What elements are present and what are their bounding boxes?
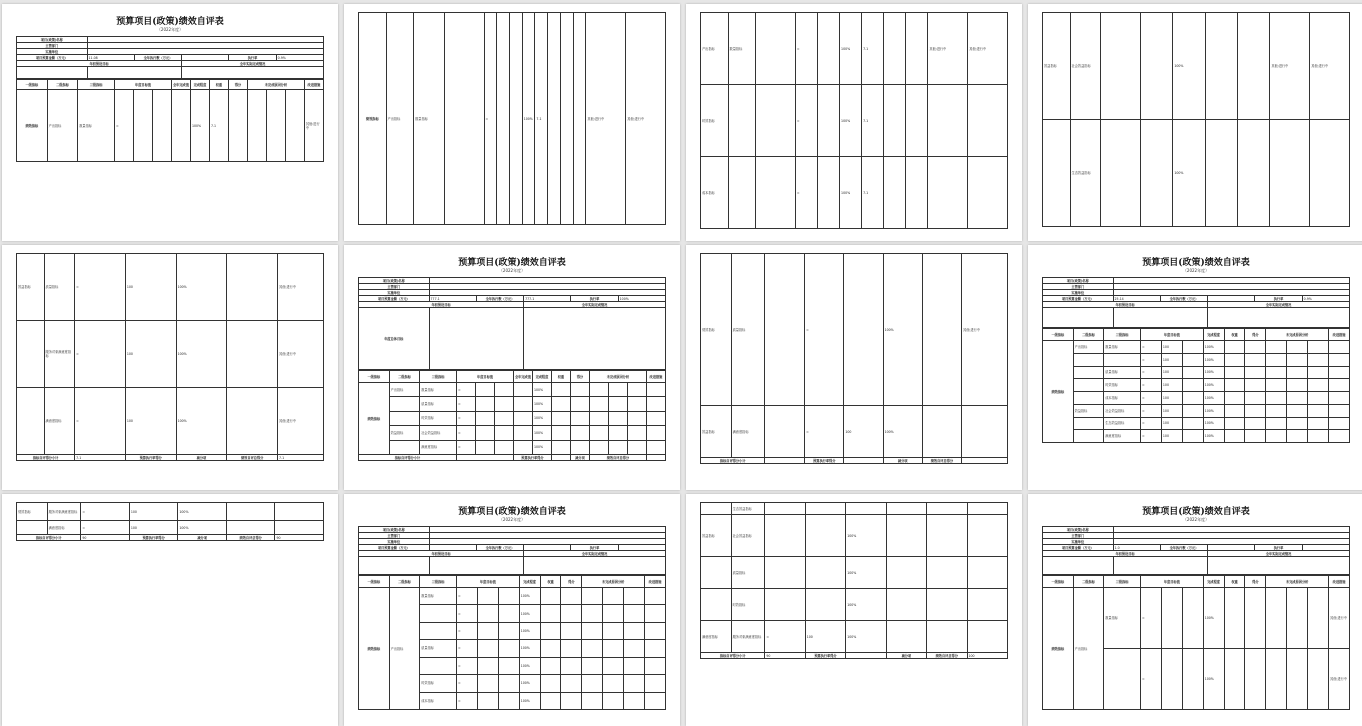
indicator-table: 绩效指标 服务对象满意度指标 = 100 100% 满意度指标 = 100 100% 指标自评得分小计 90 预算执行率得分 减分项 绩效自评总得分 90 xyxy=(16,502,324,541)
page-thumbnail-7[interactable] xyxy=(686,245,1022,490)
page-thumbnail-5[interactable] xyxy=(2,245,338,490)
indicator-table: 一级指标 二级指标 三级指标 年度目标值 完成程度 权重 得分 未完成原因分析 改进措施 绩效指标 产出指标 数量指标 = 100 100% = 100 100% 质量指标 = 100 100% 时效指标 = 100 100% 成本指标 = 100 100% 效益指标 社会效益指标 = 100 100% 生态效益指标 = 100 100% 满意度指标 = 100 100% xyxy=(1042,328,1350,443)
summary-table: 项目(政策)名称 主管部门 实施单位 项目预算金额（万元） 777.1 全年执行数（万元） 777.1 执行率 100% 年初预设目标 全年实际完成情况 年度总体目标 xyxy=(358,277,666,370)
page-thumbnail-10[interactable] xyxy=(344,494,680,726)
page-thumbnail-11[interactable] xyxy=(686,494,1022,726)
indicator-table: 生态效益指标 效益指标 社会效益指标 100% 质量指标 100% 时效指标 100% 满意度指标 服务对象满意度指标 = 100 100% 指标自评得分小计 90 预算执行率得分 减分项 绩效自评总得分 100 xyxy=(700,502,1008,659)
indicator-table: 绩效指标 质量指标 = 100% 其他:进行中 效益指标 满意度指标 = 100 100% 指标自评得分小计 预算执行率得分 减分项 绩效自评总得分 xyxy=(700,253,1008,464)
page-thumbnail-2[interactable] xyxy=(344,4,680,241)
page-year: （2022年度） xyxy=(156,27,184,32)
indicator-table: 效益指标 质量指标 = 100 100% 其他:进行中 服务对象满意度指标 = 100 100% 其他:进行中 满意度指标 = 100 100% 其他:进行中 指标自评得分小计 7.1 预算执行率得分 减分项 绩效自评总得分 7.1 xyxy=(16,253,324,461)
indicator-table: 绩效指标 产出指标 数量指标 = 100% 7.1 其他:进行中 其他:进行中 xyxy=(358,12,666,225)
page-year: （2022年度） xyxy=(498,517,526,522)
page-year: （2022年度） xyxy=(1182,268,1210,273)
page-thumbnail-8[interactable] xyxy=(1028,245,1362,490)
page-thumbnail-12[interactable] xyxy=(1028,494,1362,726)
indicator-table: 一级指标 二级指标 三级指标 年度目标值 全年完成值 完成程度 权重 得分 未完成原因分析 改进措施 绩效指标 产出指标 数量指标 = 100% 质量指标 = 100% 时效指标 = 100% 效益指标 社会效益指标 = 100% 满意度指标 = 100% 指标自评得分小计 预算执行率得分 减分项 绩效自评总得分 xyxy=(358,370,666,461)
indicator-table: 产出指标 数量指标 = 100% 7.1 其他:进行中 其他:进行中 时效指标 = 100% 7.1 成本指标 = 100% 7.1 xyxy=(700,12,1008,229)
indicator-table: 一级指标 二级指标 三级指标 年度目标值 完成程度 权重 得分 未完成原因分析 改进措施 绩效指标 产出指标 数量指标 = 100% 其他:进行中 = 100% 其他:进行中 xyxy=(1042,575,1350,710)
page-thumbnail-1[interactable] xyxy=(2,4,338,241)
indicator-table: 一级指标 二级指标 三级指标 年度目标值 全年完成值 完成程度 权重 得分 未完成原因分析 改进措施 绩效指标 产出指标 数量指标 = 100% 7.1 其他:进行中 xyxy=(16,79,324,162)
indicator-table: 一级指标 二级指标 三级指标 年度目标值 完成程度 权重 得分 未完成原因分析 改进措施 绩效指标 产出指标 数量指标 = 100% = 100% = 100% 质量指标 = 100% = 100% 时效指标 = 100% 成本指标 = 100% xyxy=(358,575,666,710)
page-year: （2022年度） xyxy=(498,268,526,273)
page-title: 预算项目(政策)绩效自评表 xyxy=(116,17,224,27)
indicator-table: 效益指标 社会效益指标 100% 其他:进行中 其他:进行中 生态效益指标 100% xyxy=(1042,12,1350,227)
page-year: （2022年度） xyxy=(1182,517,1210,522)
summary-table: 项目(政策)名称 主管部门 实施单位 项目预算金额（万元） 25.14 全年执行数（万元） 执行率 0.9% 年初预设目标 全年实际完成情况 xyxy=(1042,277,1350,328)
page-thumbnail-6[interactable] xyxy=(344,245,680,490)
page-thumbnail-9[interactable] xyxy=(2,494,338,726)
page-title: 预算项目(政策)绩效自评表 xyxy=(1142,258,1250,268)
page-title: 预算项目(政策)绩效自评表 xyxy=(458,507,566,517)
summary-table: 项目(政策)名称 主管部门 实施单位 项目预算金额（万元） 全年执行数（万元） 执行率 年初预设目标 全年实际完成情况 xyxy=(358,526,666,575)
page-thumbnail-3[interactable] xyxy=(686,4,1022,241)
summary-table: 项目(政策)名称 主管部门 实施单位 项目预算金额（万元） 1.0 全年执行数（万元） 执行率 年初预设目标 全年实际完成情况 xyxy=(1042,526,1350,575)
page-title: 预算项目(政策)绩效自评表 xyxy=(458,258,566,268)
summary-table: 项目(政策)名称 主管部门 实施单位 项目预算金额（万元） 11.08 全年执行数（万元） 执行率 0.9% 年初预设目标 全年实际完成情况 xyxy=(16,36,324,79)
page-title: 预算项目(政策)绩效自评表 xyxy=(1142,507,1250,517)
page-thumbnail-4[interactable] xyxy=(1028,4,1362,241)
